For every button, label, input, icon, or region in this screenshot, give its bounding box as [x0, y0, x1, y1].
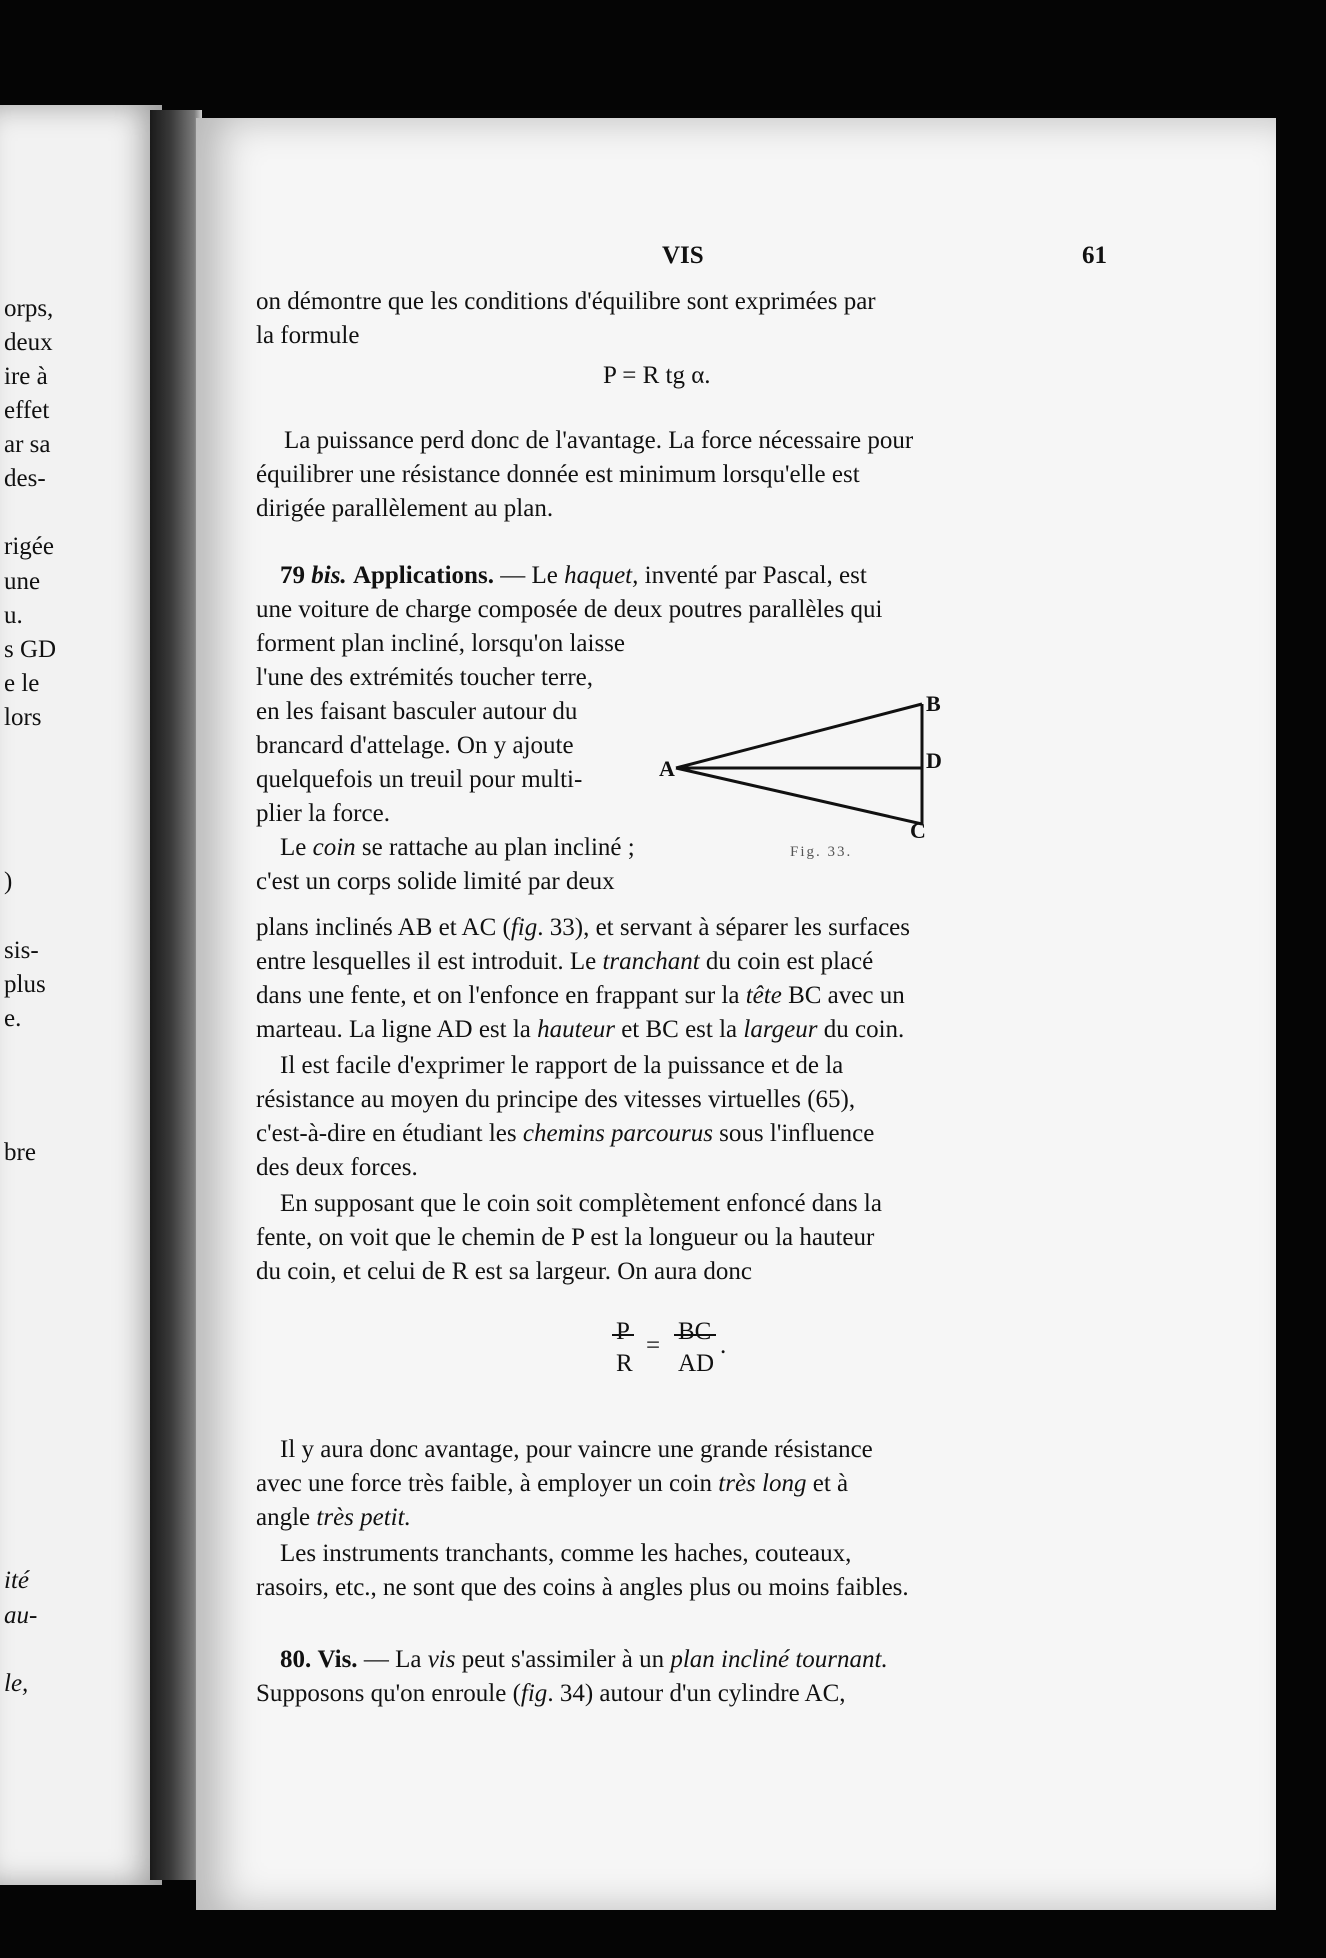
- fraction-numerator: P: [616, 1318, 630, 1345]
- text-line: on démontre que les conditions d'équilibre sont exprimées par: [256, 288, 876, 315]
- text-span: c'est-à-dire en étudiant les: [256, 1120, 517, 1147]
- right-page: [196, 118, 1276, 1910]
- text-line: [256, 914, 910, 942]
- text-span: se rattache au plan incliné ;: [361, 834, 635, 861]
- left-fragment: lors: [4, 704, 42, 731]
- left-fragment: ité: [4, 1567, 29, 1594]
- italic-term: vis: [427, 1646, 456, 1673]
- text-line: [256, 1016, 904, 1044]
- left-fragment: s GD: [4, 636, 57, 663]
- fraction-denominator: R: [616, 1350, 633, 1377]
- text-line: [280, 834, 635, 862]
- text-line: [256, 948, 873, 976]
- point-label-a: A: [659, 756, 675, 781]
- left-fragment: ire à: [4, 363, 48, 390]
- section-title: Applications.: [352, 562, 494, 589]
- text-line: En supposant que le coin soit complètement enfoncé dans la: [280, 1190, 882, 1217]
- text-span: peut s'assimiler à un: [461, 1646, 665, 1673]
- italic-term: tranchant: [602, 948, 700, 975]
- left-fragment: sis-: [4, 937, 39, 964]
- left-fragment: deux: [4, 329, 53, 356]
- line-ab: [676, 704, 922, 768]
- left-fragment: ar sa: [4, 431, 51, 458]
- text-line: résistance au moyen du principe des vitesses virtuelles (65),: [256, 1086, 856, 1113]
- wedge-figure: [636, 678, 1016, 848]
- left-fragment: effet: [4, 397, 50, 424]
- point-label-d: D: [926, 748, 942, 773]
- figure-caption: Fig. 33.: [790, 844, 853, 860]
- text-span: inventé par Pascal, est: [644, 562, 867, 589]
- text-span: BC avec un: [788, 982, 905, 1009]
- book-gutter: [150, 110, 202, 1880]
- left-fragment: au-: [4, 1602, 38, 1629]
- text-line: [256, 1680, 846, 1708]
- text-span: sous l'influence: [719, 1120, 875, 1147]
- text-span: du coin.: [823, 1016, 905, 1043]
- em-dash: —: [363, 1646, 389, 1673]
- text-line: l'une des extrémités toucher terre,: [256, 664, 593, 691]
- left-fragment: orps,: [4, 295, 54, 322]
- italic-term: fig: [510, 914, 538, 941]
- left-fragment: e.: [4, 1005, 22, 1032]
- left-fragment: le,: [4, 1670, 29, 1697]
- text-span: Supposons qu'on enroule (: [256, 1680, 521, 1707]
- text-line: Il y aura donc avantage, pour vaincre une grande résistance: [280, 1436, 873, 1463]
- italic-term: largeur: [743, 1016, 818, 1043]
- text-span: entre lesquelles il est introduit. Le: [256, 948, 597, 975]
- point-label-b: B: [926, 691, 941, 716]
- text-line: des deux forces.: [256, 1154, 418, 1181]
- text-line: [256, 1470, 848, 1498]
- text-span: Le: [280, 834, 307, 861]
- text-line: rasoirs, etc., ne sont que des coins à angles plus ou moins faibles.: [256, 1574, 909, 1601]
- text-line: quelquefois un treuil pour multi-: [256, 766, 583, 793]
- left-fragment: rigée: [4, 533, 54, 560]
- text-span: dans une fente, et on l'enfonce en frappant sur la: [256, 982, 740, 1009]
- fraction-denominator: AD: [678, 1350, 715, 1377]
- equals-sign: =: [646, 1332, 661, 1359]
- text-line: Les instruments tranchants, comme les haches, couteaux,: [280, 1540, 852, 1567]
- section-number: 79: [280, 562, 305, 589]
- em-dash: —: [500, 562, 526, 589]
- section-number: 80.: [280, 1646, 312, 1673]
- text-line: Il est facile d'exprimer le rapport de la puissance et de la: [280, 1052, 844, 1079]
- text-line: en les faisant basculer autour du: [256, 698, 578, 725]
- text-line: fente, on voit que le chemin de P est la longueur ou la hauteur: [256, 1224, 875, 1251]
- text-line: brancard d'attelage. On y ajoute: [256, 732, 574, 759]
- formula: P = R tg α.: [603, 362, 711, 389]
- text-line: [256, 982, 905, 1010]
- text-line: La puissance perd donc de l'avantage. La force nécessaire pour: [284, 427, 914, 454]
- left-fragment: e le: [4, 670, 40, 697]
- italic-term: haquet,: [564, 562, 639, 589]
- fraction-bar: [674, 1334, 716, 1336]
- left-fragment: une: [4, 568, 41, 595]
- text-span: angle: [256, 1504, 311, 1531]
- text-span: du coin est placé: [705, 948, 874, 975]
- text-span: marteau. La ligne AD est la: [256, 1016, 531, 1043]
- text-line: la formule: [256, 322, 360, 349]
- text-line: plier la force.: [256, 800, 390, 827]
- italic-term: très petit.: [316, 1504, 411, 1531]
- page-number: 61: [1082, 242, 1107, 269]
- italic-term: plan incliné tournant.: [670, 1646, 888, 1673]
- left-fragment: plus: [4, 971, 46, 998]
- text-line: une voiture de charge composée de deux poutres parallèles qui: [256, 596, 883, 623]
- point-label-c: C: [910, 818, 926, 843]
- text-span: avec une force très faible, à employer un coin: [256, 1470, 713, 1497]
- italic-term: chemins parcourus: [522, 1120, 713, 1147]
- section-bis: bis.: [311, 562, 347, 589]
- text-line: équilibrer une résistance donnée est minimum lorsqu'elle est: [256, 461, 860, 488]
- italic-term: très long: [718, 1470, 807, 1497]
- fraction-numerator: BC: [678, 1318, 712, 1345]
- section-80-heading: [280, 1646, 888, 1674]
- section-title: Vis.: [317, 1646, 358, 1673]
- fraction-bar: [612, 1334, 634, 1336]
- text-line: [256, 1504, 411, 1532]
- text-line: [256, 1120, 874, 1148]
- section-79-heading: [280, 562, 867, 590]
- running-head: VIS: [662, 242, 704, 269]
- text-span: et à: [812, 1470, 849, 1497]
- italic-term: fig: [520, 1680, 548, 1707]
- text-line: forment plan incliné, lorsqu'on laisse: [256, 630, 626, 657]
- italic-term: hauteur: [537, 1016, 615, 1043]
- text-line: dirigée parallèlement au plan.: [256, 495, 554, 522]
- period: .: [720, 1332, 727, 1359]
- text-span: Le: [531, 562, 558, 589]
- text-span: et BC est la: [621, 1016, 738, 1043]
- left-fragment: u.: [4, 602, 23, 629]
- italic-term: tête: [745, 982, 782, 1009]
- text-line: du coin, et celui de R est sa largeur. On aura donc: [256, 1258, 752, 1285]
- text-span: . 33), et servant à séparer les surfaces: [537, 914, 911, 941]
- italic-term: coin: [312, 834, 356, 861]
- left-fragment: ): [4, 868, 13, 895]
- left-fragment: des-: [4, 465, 46, 492]
- text-span: La: [395, 1646, 422, 1673]
- left-page: [0, 105, 162, 1885]
- text-span: . 34) autour d'un cylindre AC,: [547, 1680, 846, 1707]
- text-line: c'est un corps solide limité par deux: [256, 868, 615, 895]
- text-span: plans inclinés AB et AC (: [256, 914, 511, 941]
- line-ac: [676, 768, 922, 824]
- left-fragment: bre: [4, 1139, 36, 1166]
